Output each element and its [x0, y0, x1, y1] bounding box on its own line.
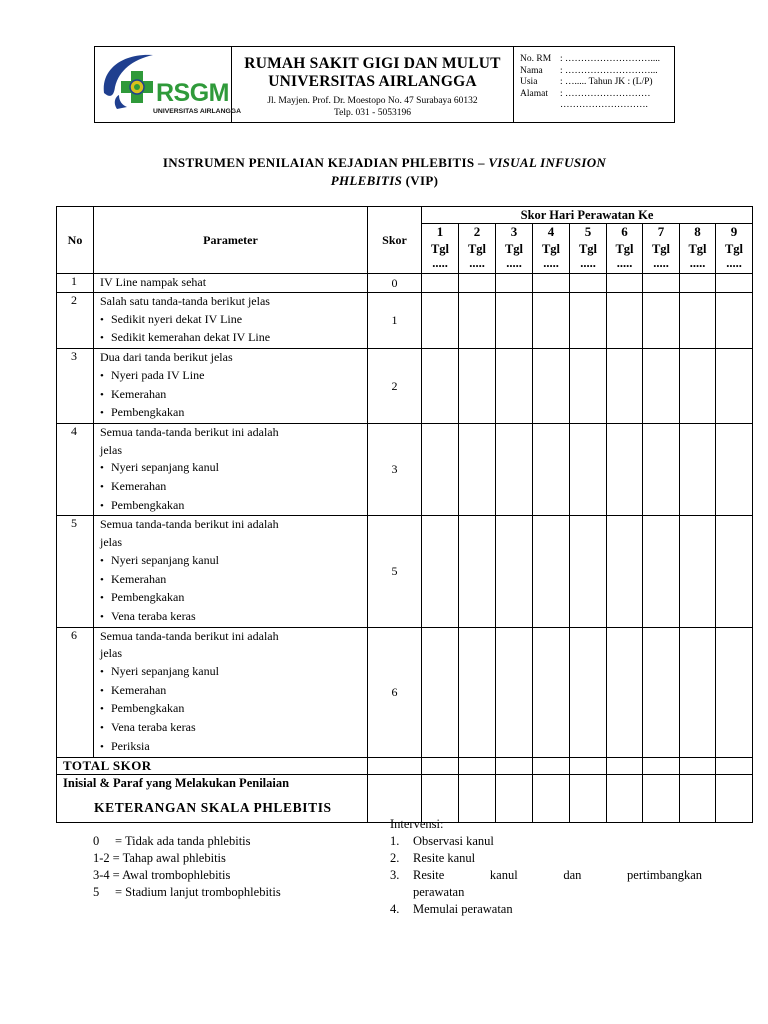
total-cell-day-5[interactable] [570, 757, 607, 774]
score-entry-cell-day-7[interactable] [643, 627, 680, 757]
parameter-text: Semua tanda-tanda berikut ini adalah [100, 424, 279, 439]
logo-cell [95, 47, 241, 122]
score-entry-cell-day-1[interactable] [422, 274, 459, 293]
day-header-8: 8 Tgl ..... [680, 224, 716, 274]
score-entry-cell-day-2[interactable] [459, 274, 496, 293]
score-entry-cell-day-8[interactable] [680, 423, 716, 516]
score-entry-cell-day-4[interactable] [533, 516, 570, 627]
row-skor: 6 [368, 627, 422, 757]
scale-item: 1-2 = Tahap awal phlebitis [93, 851, 226, 865]
parameter-text: Semua tanda-tanda berikut ini adalah [100, 628, 279, 643]
score-entry-cell-day-8[interactable] [680, 349, 716, 424]
initials-cell-day-2[interactable] [459, 774, 496, 822]
day-header-1: 1 Tgl ..... [422, 224, 459, 274]
title-line2-plain: (VIP) [402, 173, 439, 188]
parameter-text: IV Line nampak sehat [100, 275, 207, 289]
col-header-days: Skor Hari Perawatan Ke [422, 207, 753, 224]
day-header-4: 4 Tgl ..... [533, 224, 570, 274]
initials-skor-cell[interactable] [368, 774, 422, 822]
score-entry-cell-day-6[interactable] [607, 423, 643, 516]
score-entry-cell-day-2[interactable] [459, 627, 496, 757]
parameter-bullet: • Pembengkakan [100, 404, 361, 423]
parameter-bullet: • Vena teraba keras [100, 719, 361, 738]
score-entry-cell-day-9[interactable] [716, 423, 753, 516]
score-entry-cell-day-5[interactable] [570, 274, 607, 293]
initials-cell-day-7[interactable] [643, 774, 680, 822]
title-line1-italic: VISUAL INFUSION [488, 155, 607, 170]
table-row [57, 293, 753, 349]
day-header-7: 7 Tgl ..... [643, 224, 680, 274]
score-entry-cell-day-8[interactable] [680, 293, 716, 349]
row-parameter [94, 423, 368, 516]
patient-field-rm: No. RM : ……………………….... [520, 54, 661, 64]
total-cell-day-8[interactable] [680, 757, 716, 774]
day-header-9: 9 Tgl ..... [716, 224, 753, 274]
total-cell-day-2[interactable] [459, 757, 496, 774]
parameter-text: jelas [100, 646, 122, 661]
score-entry-cell-day-6[interactable] [607, 274, 643, 293]
score-entry-cell-day-9[interactable] [716, 627, 753, 757]
row-number: 3 [57, 349, 94, 424]
patient-field-usia: Usia : …..... Tahun JK : (L/P) [520, 77, 653, 87]
row-skor: 3 [368, 423, 422, 516]
title-line2-italic: PHLEBITIS [330, 173, 403, 188]
score-entry-cell-day-7[interactable] [643, 516, 680, 627]
document-title [94, 154, 675, 190]
score-entry-cell-day-3[interactable] [496, 274, 533, 293]
initials-label: Inisial & Paraf yang Melakukan Penilaian [57, 774, 368, 822]
total-cell-day-9[interactable] [716, 757, 753, 774]
day-header-3: 3 Tgl ..... [496, 224, 533, 274]
score-entry-cell-day-7[interactable] [643, 293, 680, 349]
patient-field-alamat-cont: ………………………. [560, 100, 648, 110]
score-entry-cell-day-4[interactable] [533, 423, 570, 516]
total-cell-day-1[interactable] [422, 757, 459, 774]
total-cell-day-7[interactable] [643, 757, 680, 774]
initials-cell-day-6[interactable] [607, 774, 643, 822]
score-entry-cell-day-1[interactable] [422, 293, 459, 349]
score-entry-cell-day-2[interactable] [459, 516, 496, 627]
parameter-bullet: • Nyeri sepanjang kanul [100, 663, 361, 682]
row-number: 1 [57, 274, 94, 293]
parameter-bullet: • Periksia [100, 738, 361, 757]
patient-field-alamat: Alamat : ……………………… [520, 88, 651, 99]
score-entry-cell-day-7[interactable] [643, 423, 680, 516]
score-entry-cell-day-6[interactable] [607, 516, 643, 627]
initials-cell-day-8[interactable] [680, 774, 716, 822]
score-entry-cell-day-3[interactable] [496, 293, 533, 349]
score-entry-cell-day-4[interactable] [533, 274, 570, 293]
score-entry-cell-day-1[interactable] [422, 627, 459, 757]
parameter-bullet: • Kemerahan [100, 478, 361, 497]
parameter-text: Semua tanda-tanda berikut ini adalah [100, 517, 279, 532]
score-entry-cell-day-5[interactable] [570, 516, 607, 627]
score-entry-cell-day-9[interactable] [716, 516, 753, 627]
hospital-address: Jl. Mayjen. Prof. Dr. Moestopo No. 47 Surabaya 60132 [267, 96, 478, 106]
score-entry-cell-day-7[interactable] [643, 349, 680, 424]
parameter-bullet: • Sedikit kemerahan dekat IV Line [100, 329, 361, 348]
score-entry-cell-day-3[interactable] [496, 516, 533, 627]
letterhead [94, 46, 675, 123]
table-row [57, 349, 753, 424]
parameter-text: jelas [100, 442, 122, 457]
row-parameter [94, 274, 368, 293]
phlebitis-scale-list [93, 833, 281, 901]
parameter-bullet: • Sedikit nyeri dekat IV Line [100, 311, 361, 330]
table-header-row-1 [57, 207, 753, 224]
table-row [57, 423, 753, 516]
parameter-bullet: • Vena teraba keras [100, 608, 361, 627]
score-entry-cell-day-9[interactable] [716, 293, 753, 349]
score-entry-cell-day-3[interactable] [496, 349, 533, 424]
initials-cell-day-5[interactable] [570, 774, 607, 822]
initials-cell-day-3[interactable] [496, 774, 533, 822]
parameter-bullet: • Nyeri pada IV Line [100, 367, 361, 386]
initials-cell-day-1[interactable] [422, 774, 459, 822]
logo-subtext: UNIVERSITAS AIRLANGGA [153, 108, 241, 115]
row-number: 4 [57, 423, 94, 516]
parameter-bullet: • Kemerahan [100, 571, 361, 590]
total-cell-day-3[interactable] [496, 757, 533, 774]
score-entry-cell-day-4[interactable] [533, 293, 570, 349]
score-entry-cell-day-8[interactable] [680, 516, 716, 627]
score-entry-cell-day-7[interactable] [643, 274, 680, 293]
total-cell-day-4[interactable] [533, 757, 570, 774]
legend-title: KETERANGAN SKALA PHLEBITIS [94, 800, 332, 815]
table-row [57, 274, 753, 293]
row-parameter [94, 516, 368, 627]
hospital-name-line2: UNIVERSITAS AIRLANGGA [268, 73, 477, 90]
table-row [57, 516, 753, 627]
parameter-bullet: • Kemerahan [100, 386, 361, 405]
intervention-title: Intervensi: [390, 817, 444, 831]
score-entry-cell-day-1[interactable] [422, 349, 459, 424]
hospital-phone: Telp. 031 - 5053196 [334, 108, 411, 118]
initials-cell-day-9[interactable] [716, 774, 753, 822]
total-row [57, 757, 753, 774]
logo-text: RSGM [156, 79, 229, 107]
score-entry-cell-day-8[interactable] [680, 274, 716, 293]
day-header-6: 6 Tgl ..... [607, 224, 643, 274]
row-number: 6 [57, 627, 94, 757]
col-header-no: No [57, 207, 94, 274]
row-parameter [94, 627, 368, 757]
score-entry-cell-day-3[interactable] [496, 627, 533, 757]
score-entry-cell-day-8[interactable] [680, 627, 716, 757]
score-entry-cell-day-5[interactable] [570, 293, 607, 349]
parameter-text: Dua dari tanda berikut jelas [100, 350, 233, 365]
day-header-5: 5 Tgl ..... [570, 224, 607, 274]
score-entry-cell-day-1[interactable] [422, 423, 459, 516]
day-header-2: 2 Tgl ..... [459, 224, 496, 274]
parameter-text: Salah satu tanda-tanda berikut jelas [100, 294, 270, 308]
score-entry-cell-day-1[interactable] [422, 516, 459, 627]
hospital-name-line1: RUMAH SAKIT GIGI DAN MULUT [244, 55, 501, 72]
score-entry-cell-day-9[interactable] [716, 349, 753, 424]
score-entry-cell-day-4[interactable] [533, 349, 570, 424]
parameter-bullet: • Pembengkakan [100, 700, 361, 719]
row-skor: 1 [368, 293, 422, 349]
total-label: TOTAL SKOR [57, 757, 368, 774]
scale-item: 0 = Tidak ada tanda phlebitis [93, 834, 251, 848]
scale-item: 3-4 = Awal trombophlebitis [93, 868, 231, 882]
col-header-skor: Skor [368, 207, 422, 274]
row-parameter [94, 349, 368, 424]
hospital-info [232, 47, 514, 122]
col-header-parameter: Parameter [94, 207, 368, 274]
parameter-bullet: • Nyeri sepanjang kanul [100, 459, 361, 478]
score-entry-cell-day-5[interactable] [570, 423, 607, 516]
intervention-item-cont: perawatan [413, 885, 465, 899]
patient-field-nama: Nama : ………………………... [520, 65, 658, 76]
intervention-item: 2. Resite kanul [390, 851, 476, 865]
vip-score-table [56, 206, 753, 823]
score-entry-cell-day-6[interactable] [607, 349, 643, 424]
score-entry-cell-day-3[interactable] [496, 423, 533, 516]
row-number: 5 [57, 516, 94, 627]
score-entry-cell-day-9[interactable] [716, 274, 753, 293]
score-entry-cell-day-5[interactable] [570, 349, 607, 424]
patient-id-block [514, 47, 674, 122]
hospital-logo [95, 47, 241, 123]
score-entry-cell-day-2[interactable] [459, 423, 496, 516]
intervention-item: 4. Memulai perawatan [390, 902, 513, 916]
row-skor: 2 [368, 349, 422, 424]
intervention-item: 3. Resite kanul dan pertimbangkan [390, 868, 702, 882]
intervention-list [390, 816, 702, 918]
parameter-bullet: • Nyeri sepanjang kanul [100, 552, 361, 571]
score-entry-cell-day-4[interactable] [533, 627, 570, 757]
parameter-text: jelas [100, 535, 122, 550]
initials-cell-day-4[interactable] [533, 774, 570, 822]
row-skor: 5 [368, 516, 422, 627]
score-entry-cell-day-6[interactable] [607, 293, 643, 349]
total-skor-cell[interactable] [368, 757, 422, 774]
title-line1-plain: INSTRUMEN PENILAIAN KEJADIAN PHLEBITIS – [162, 155, 489, 170]
row-parameter [94, 293, 368, 349]
row-number: 2 [57, 293, 94, 349]
score-entry-cell-day-5[interactable] [570, 627, 607, 757]
score-entry-cell-day-2[interactable] [459, 349, 496, 424]
scale-item: 5 = Stadium lanjut trombophlebitis [93, 885, 281, 899]
table-row [57, 627, 753, 757]
parameter-bullet: • Pembengkakan [100, 497, 361, 516]
intervention-item: 1. Observasi kanul [390, 834, 494, 848]
parameter-bullet: • Pembengkakan [100, 589, 361, 608]
parameter-bullet: • Kemerahan [100, 682, 361, 701]
row-skor: 0 [368, 274, 422, 293]
score-entry-cell-day-2[interactable] [459, 293, 496, 349]
total-cell-day-6[interactable] [607, 757, 643, 774]
score-entry-cell-day-6[interactable] [607, 627, 643, 757]
